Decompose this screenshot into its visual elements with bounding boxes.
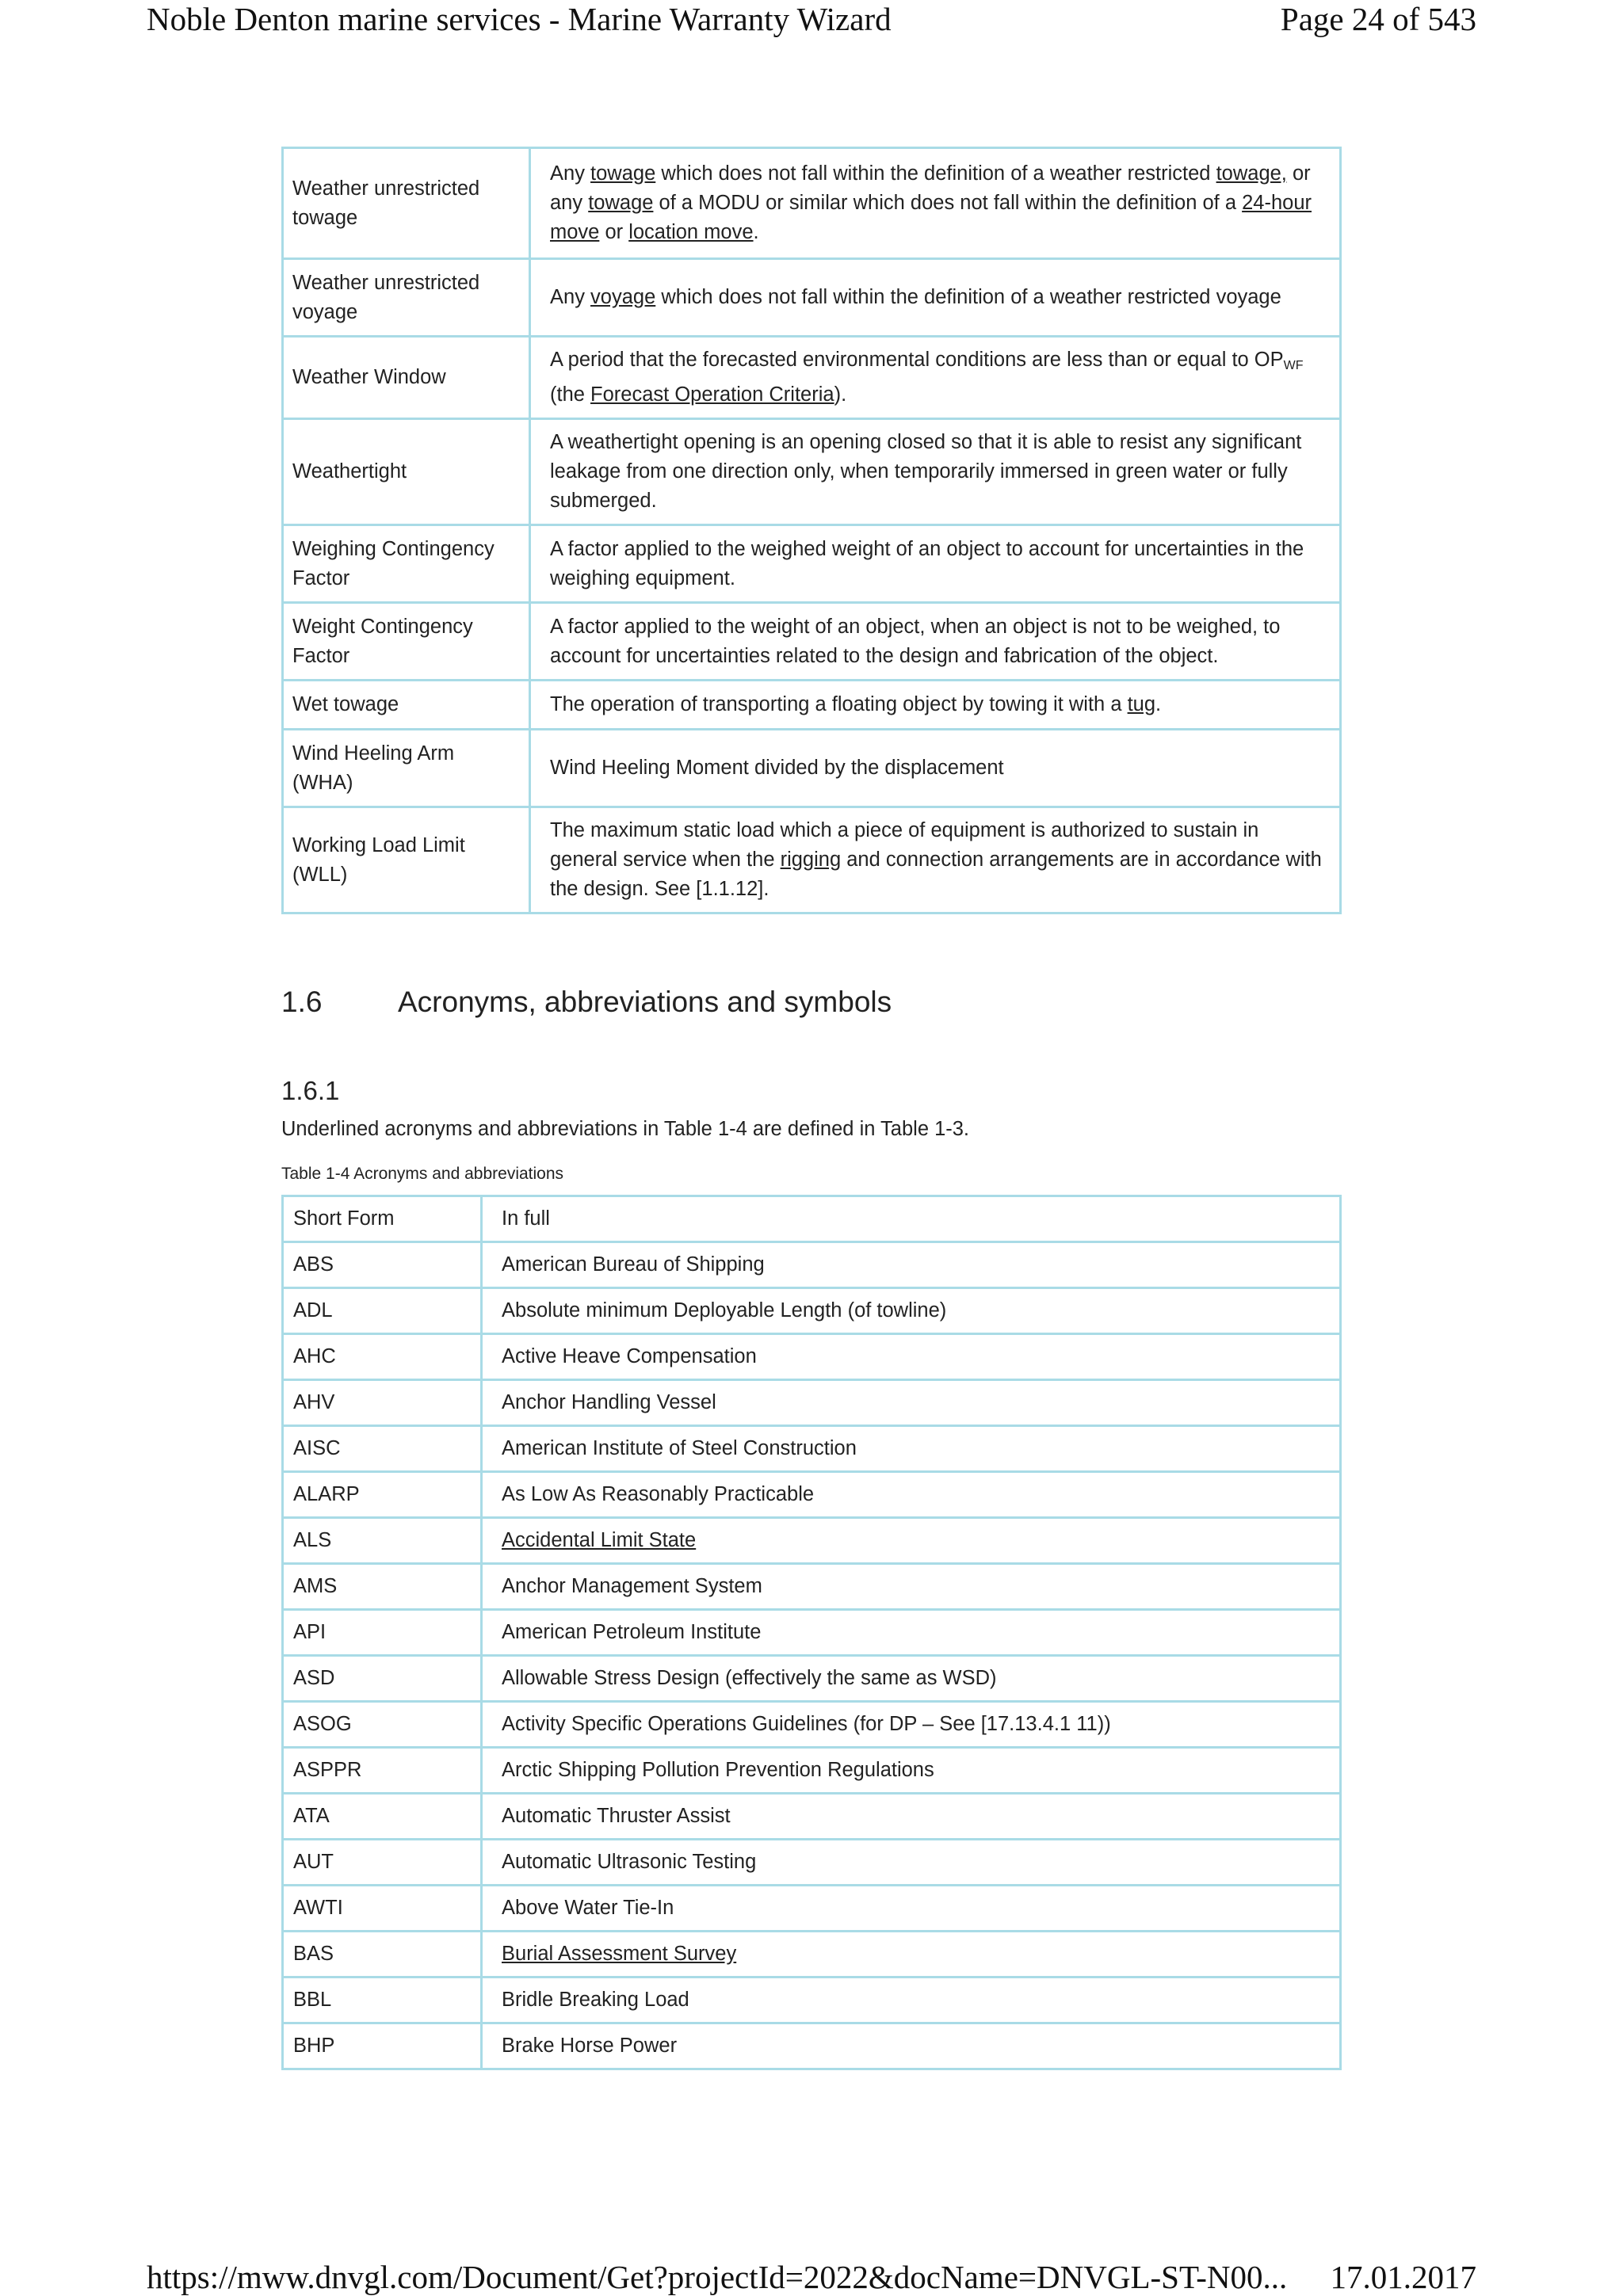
- definition-term: Weathertight: [283, 419, 530, 525]
- term-link[interactable]: towage: [588, 192, 654, 214]
- abbreviation-full-form: As Low As Reasonably Practicable: [502, 1483, 815, 1505]
- definition-text-run: and connection arrangements are in accordance with the design. See [1.1.12].: [550, 849, 1322, 900]
- definition-text-run: A weathertight opening is an opening closed so that it is able to resist any significant leakage from one direction only, when temporarily immersed in green water or fully submerged.: [550, 431, 1302, 512]
- definition-text-run: The maximum static load which a piece of equipment is authorized to sustain in general service when the: [550, 819, 1259, 871]
- print-footer-url: https://mww.dnvgl.com/Document/Get?projectId=2022&docName=DNVGL-ST-N00...: [147, 2259, 1288, 2295]
- definition-text: [530, 730, 1341, 807]
- abbreviation-full-form: Brake Horse Power: [502, 2035, 678, 2057]
- definition-text-run: The operation of transporting a floating object by towing it with a: [550, 693, 1128, 715]
- abbreviation-full-cell: [482, 1288, 1341, 1334]
- abbreviation-short-form: BAS: [283, 1932, 482, 1978]
- abbreviation-short-form: ALS: [283, 1518, 482, 1564]
- definition-text-run: ).: [834, 383, 847, 406]
- subscript-text: WF: [1283, 359, 1304, 372]
- definition-text-run: or: [599, 221, 629, 243]
- term-link[interactable]: towage: [590, 162, 656, 185]
- abbreviation-full-cell: [482, 1334, 1341, 1380]
- abbreviation-full-form: Active Heave Compensation: [502, 1345, 757, 1367]
- definition-row: [283, 525, 1341, 603]
- abbreviation-full-cell: [482, 1656, 1341, 1702]
- abbreviation-row: [283, 1748, 1341, 1794]
- abbreviation-full-cell: [482, 1426, 1341, 1472]
- abbreviation-full-cell: [482, 1564, 1341, 1610]
- abbreviation-full-cell: [482, 1472, 1341, 1518]
- abbreviation-row: [283, 1518, 1341, 1564]
- abbreviation-short-form: BHP: [283, 2023, 482, 2069]
- abbreviation-short-form: AMS: [283, 1564, 482, 1610]
- abbreviation-full-form: Automatic Thruster Assist: [502, 1805, 731, 1827]
- definition-text-run: Any: [550, 286, 591, 308]
- definition-text: [530, 807, 1341, 913]
- definition-term: Weather unrestricted voyage: [283, 259, 530, 337]
- abbreviation-full-cell: [482, 1242, 1341, 1288]
- definition-term: Weather Window: [283, 337, 530, 419]
- abbreviation-full-form: Anchor Handling Vessel: [502, 1391, 716, 1413]
- term-link[interactable]: 24-hour move: [550, 192, 1312, 243]
- abbreviation-full-form: Allowable Stress Design (effectively the same as WSD): [502, 1667, 997, 1689]
- definition-term: Wet towage: [283, 681, 530, 730]
- abbreviation-full-link[interactable]: Burial Assessment Survey: [502, 1943, 737, 1965]
- abbreviation-short-form: ALARP: [283, 1472, 482, 1518]
- abbreviation-row: [283, 1886, 1341, 1932]
- abbreviation-full-cell: [482, 1978, 1341, 2023]
- abbreviation-row: [283, 1242, 1341, 1288]
- definition-text: [530, 419, 1341, 525]
- definition-text-run: which does not fall within the definition of a weather restricted voyage: [655, 286, 1281, 308]
- abbreviation-short-form: AWTI: [283, 1886, 482, 1932]
- definition-text-run: or any: [550, 162, 1311, 214]
- section-number: 1.6: [281, 986, 323, 1018]
- abbreviation-row: [283, 1426, 1341, 1472]
- abbreviation-full-cell: [482, 1380, 1341, 1426]
- definition-text-run: Any: [550, 162, 591, 185]
- print-header-title: Noble Denton marine services - Marine Warranty Wizard: [147, 1, 892, 37]
- subsection-number: 1.6.1: [281, 1076, 340, 1105]
- table-caption: Table 1-4 Acronyms and abbreviations: [281, 1165, 564, 1183]
- section-title: Acronyms, abbreviations and symbols: [398, 986, 892, 1018]
- print-header-page-number: Page 24 of 543: [1280, 1, 1476, 37]
- definition-row: [283, 337, 1341, 419]
- abbreviation-short-form: AISC: [283, 1426, 482, 1472]
- header-in-full: In full: [482, 1196, 1341, 1242]
- abbreviation-full-form: American Petroleum Institute: [502, 1621, 762, 1643]
- abbreviation-row: [283, 1840, 1341, 1886]
- abbreviation-row: [283, 2023, 1341, 2069]
- definition-term: Working Load Limit (WLL): [283, 807, 530, 913]
- abbreviation-full-form: Absolute minimum Deployable Length (of towline): [502, 1299, 947, 1322]
- definition-text: [530, 681, 1341, 730]
- abbreviation-full-cell: [482, 1932, 1341, 1978]
- abbreviations-table: [281, 1195, 1342, 2070]
- definition-text-run: of a MODU or similar which does not fall within the definition of a: [653, 192, 1243, 214]
- abbreviation-short-form: AUT: [283, 1840, 482, 1886]
- print-footer-date: 17.01.2017: [1330, 2259, 1476, 2295]
- abbreviation-short-form: ADL: [283, 1288, 482, 1334]
- abbreviation-full-cell: [482, 1748, 1341, 1794]
- abbreviation-short-form: ABS: [283, 1242, 482, 1288]
- abbreviation-full-cell: [482, 1794, 1341, 1840]
- abbreviation-full-cell: [482, 1518, 1341, 1564]
- abbreviation-full-cell: [482, 1610, 1341, 1656]
- abbreviations-header-row: [283, 1196, 1341, 1242]
- abbreviation-short-form: ASPPR: [283, 1748, 482, 1794]
- definition-text-run: A factor applied to the weight of an object, when an object is not to be weighed, to account for uncertainties related to the design and fabrication of the object.: [550, 615, 1281, 667]
- abbreviation-row: [283, 1472, 1341, 1518]
- print-header: [147, 0, 1476, 40]
- abbreviation-full-form: Above Water Tie-In: [502, 1897, 674, 1919]
- abbreviation-full-form: Bridle Breaking Load: [502, 1989, 689, 2011]
- definition-row: [283, 730, 1341, 807]
- abbreviation-short-form: BBL: [283, 1978, 482, 2023]
- abbreviation-full-form: American Bureau of Shipping: [502, 1253, 765, 1276]
- header-short-form: Short Form: [283, 1196, 482, 1242]
- definition-row: [283, 148, 1341, 259]
- definition-text: [530, 525, 1341, 603]
- abbreviation-row: [283, 1656, 1341, 1702]
- abbreviation-row: [283, 1564, 1341, 1610]
- abbreviation-row: [283, 1288, 1341, 1334]
- abbreviation-row: [283, 1932, 1341, 1978]
- definitions-table: [281, 147, 1342, 914]
- abbreviation-short-form: ASD: [283, 1656, 482, 1702]
- abbreviation-short-form: AHC: [283, 1334, 482, 1380]
- definition-text: [530, 259, 1341, 337]
- definition-row: [283, 807, 1341, 913]
- definition-row: [283, 603, 1341, 681]
- definition-term: Weight Contingency Factor: [283, 603, 530, 681]
- abbreviation-row: [283, 1702, 1341, 1748]
- definition-text-run: (the: [550, 383, 591, 406]
- definition-row: [283, 259, 1341, 337]
- abbreviation-short-form: ASOG: [283, 1702, 482, 1748]
- definition-text: [530, 603, 1341, 681]
- abbreviation-row: [283, 1978, 1341, 2023]
- abbreviation-short-form: ATA: [283, 1794, 482, 1840]
- definition-text-run: .: [753, 221, 759, 243]
- definition-text: [530, 148, 1341, 259]
- definition-term: Wind Heeling Arm (WHA): [283, 730, 530, 807]
- term-link[interactable]: tug: [1127, 693, 1156, 715]
- abbreviation-full-cell: [482, 1702, 1341, 1748]
- term-link[interactable]: towage,: [1216, 162, 1287, 185]
- abbreviation-row: [283, 1334, 1341, 1380]
- definition-term: Weighing Contingency Factor: [283, 525, 530, 603]
- definition-text-run: which does not fall within the definition of a weather restricted: [655, 162, 1216, 185]
- definition-text-run: Wind Heeling Moment divided by the displacement: [550, 757, 1004, 779]
- abbreviation-full-form: Activity Specific Operations Guidelines (for DP – See [17.13.4.1 11)): [502, 1713, 1111, 1735]
- abbreviation-full-form: Automatic Ultrasonic Testing: [502, 1851, 757, 1873]
- definition-text-run: .: [1155, 693, 1162, 715]
- abbreviation-full-cell: [482, 2023, 1341, 2069]
- definition-row: [283, 419, 1341, 525]
- definition-term: Weather unrestricted towage: [283, 148, 530, 259]
- definition-text-run: A factor applied to the weighed weight of an object to account for uncertainties in the weighing equipment.: [550, 537, 1304, 589]
- abbreviation-row: [283, 1610, 1341, 1656]
- abbreviation-full-cell: [482, 1886, 1341, 1932]
- print-footer: [147, 2258, 1476, 2296]
- abbreviation-row: [283, 1380, 1341, 1426]
- abbreviation-full-cell: [482, 1840, 1341, 1886]
- abbreviation-short-form: AHV: [283, 1380, 482, 1426]
- abbreviation-short-form: API: [283, 1610, 482, 1656]
- definition-text-run: A period that the forecasted environmental conditions are less than or equal to OP: [550, 349, 1284, 371]
- term-link[interactable]: voyage: [590, 286, 656, 308]
- term-link[interactable]: Forecast Operation Criteria: [590, 383, 834, 406]
- abbreviation-full-form: Anchor Management System: [502, 1575, 762, 1597]
- abbreviation-row: [283, 1794, 1341, 1840]
- term-link[interactable]: rigging: [780, 849, 842, 871]
- abbreviation-full-form: American Institute of Steel Construction: [502, 1437, 857, 1459]
- definition-text: [530, 337, 1341, 419]
- term-link[interactable]: location move: [628, 221, 754, 243]
- definition-row: [283, 681, 1341, 730]
- abbreviation-full-form: Arctic Shipping Pollution Prevention Regulations: [502, 1759, 934, 1781]
- abbreviation-full-link[interactable]: Accidental Limit State: [502, 1529, 697, 1551]
- intro-paragraph: Underlined acronyms and abbreviations in Table 1-4 are defined in Table 1-3.: [281, 1118, 970, 1140]
